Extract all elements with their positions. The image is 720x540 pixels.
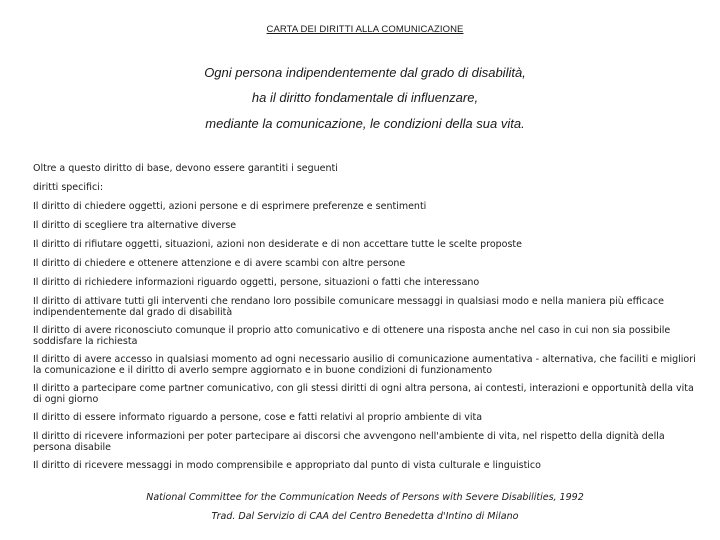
right-item: Il diritto di ricevere informazioni per poter partecipare ai discorsi che avvengono nell'ambiente di vita, nel rispetto della dignità della persona disabile: [33, 431, 665, 453]
document-title: CARTA DEI DIRITTI ALLA COMUNICAZIONE: [266, 24, 464, 35]
right-item: Il diritto di richiedere informazioni riguardo oggetti, persone, situazioni o fatti che interessano: [33, 277, 480, 288]
motto-line-2: ha il diritto fondamentale di influenzare,: [251, 90, 479, 105]
right-item: Il diritto di chiedere e ottenere attenzione e di avere scambi con altre persone: [33, 258, 406, 269]
right-item: Il diritto di attivare tutti gli interventi che rendano loro possibile comunicare messaggi in qualsiasi modo e nella maniera più efficace indipendentemente dal grado di disabilità: [33, 296, 664, 318]
right-item: Il diritto di rifiutare oggetti, situazioni, azioni non desiderate e di non accettare tutte le scelte proposte: [33, 239, 522, 250]
intro-line-2: diritti specifici:: [33, 182, 104, 193]
right-item: Il diritto di ricevere messaggi in modo comprensibile e appropriato dal punto di vista culturale e linguistico: [33, 460, 541, 471]
right-item: Il diritto di scegliere tra alternative diverse: [33, 220, 237, 231]
right-item: Il diritto di essere informato riguardo a persone, cose e fatti relativi al proprio ambiente di vita: [33, 412, 483, 423]
intro-line-1: Oltre a questo diritto di base, devono essere garantiti i seguenti: [33, 163, 338, 174]
motto-line-3: mediante la comunicazione, le condizioni della sua vita.: [205, 116, 525, 131]
right-item: Il diritto di avere accesso in qualsiasi momento ad ogni necessario ausilio di comunicazione aumentativa - alternativa, che faciliti e migliori la comunicazione e il diritto di averlo sempre aggiornato e in buone condizioni di funzionamento: [33, 354, 696, 376]
translation-credit: Trad. Dal Servizio di CAA del Centro Benedetta d'Intino di Milano: [211, 511, 519, 522]
motto-line-1: Ogni persona indipendentemente dal grado di disabilità,: [204, 65, 526, 80]
right-item: Il diritto a partecipare come partner comunicativo, con gli stessi diritti di ogni altra persona, ai contesti, interazioni e opportunità della vita di ogni giorno: [33, 383, 694, 405]
rights-body: [33, 163, 698, 478]
source-credit: National Committee for the Communication Needs of Persons with Severe Disabilities, 1992: [146, 492, 584, 503]
right-item: Il diritto di avere riconosciuto comunque il proprio atto comunicativo e di ottenere una risposta anche nel caso in cui non sia possibile soddisfare la richiesta: [33, 325, 671, 347]
right-item: Il diritto di chiedere oggetti, azioni persone e di esprimere preferenze e sentimenti: [33, 201, 427, 212]
